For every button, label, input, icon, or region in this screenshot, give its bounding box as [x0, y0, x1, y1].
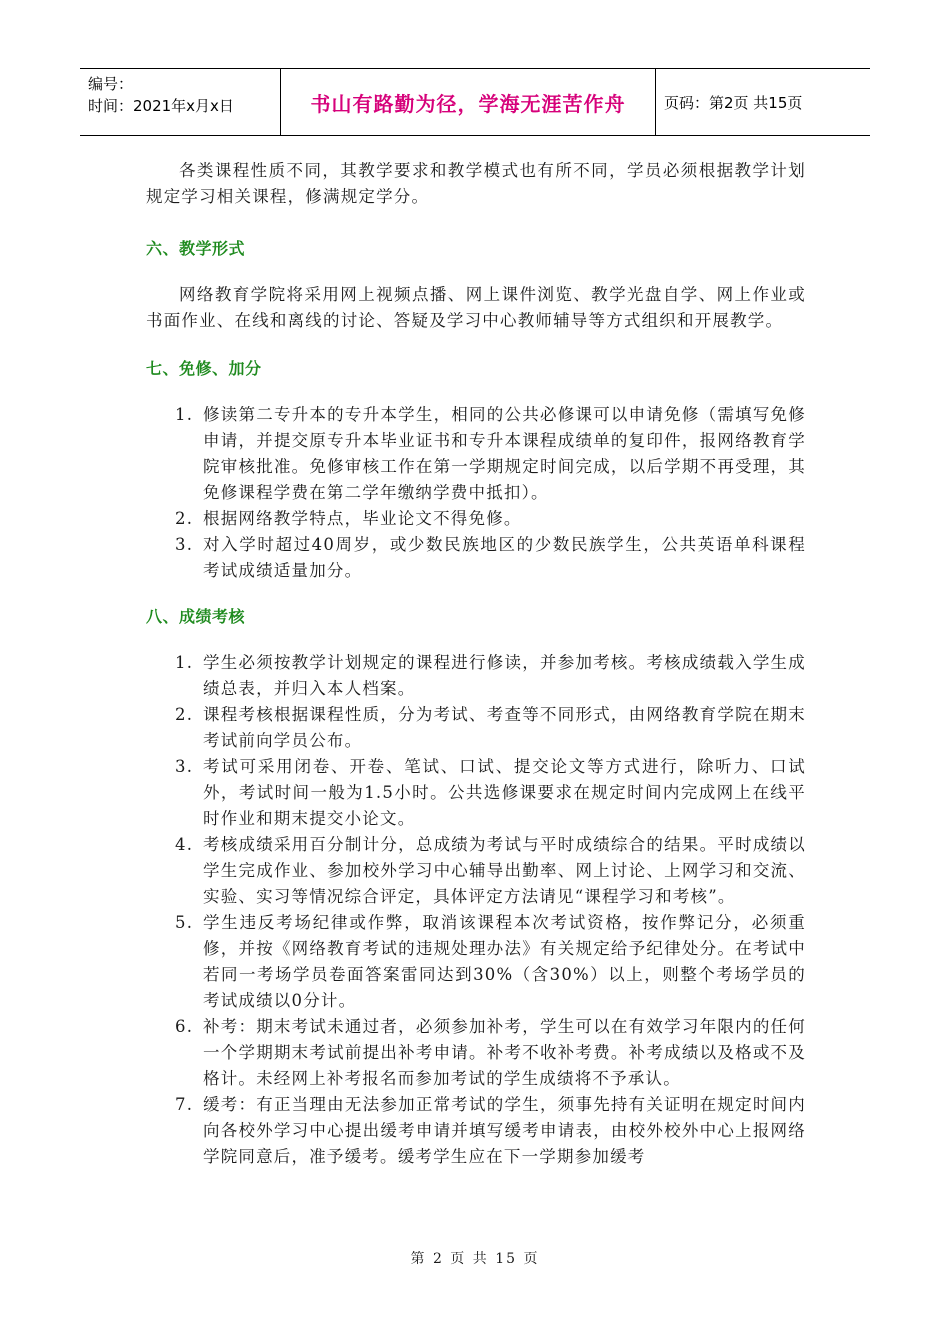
- list-item: [146, 532, 806, 584]
- list-item-number: 2.: [175, 705, 194, 724]
- list-item-text: 学生违反考场纪律或作弊，取消该课程本次考试资格，按作弊记分，必须重修，并按《网络教育考试的违规处理办法》有关规定给予纪律处分。在考试中若同一考场学员卷面答案雷同达到30%（含30%）以上，则整个考场学员的考试成绩以0分计。: [203, 913, 806, 1010]
- list-item-number: 1.: [175, 405, 194, 424]
- number-label: 编号：: [88, 75, 134, 93]
- list-item-text: 修读第二专升本的专升本学生，相同的公共必修课可以申请免修（需填写免修申请，并提交原专升本毕业证书和专升本课程成绩单的复印件，报网络教育学院审核批准。免修审核工作在第一学期规定时间完成，以后学期不再受理，其免修课程学费在第二学年缴纳学费中抵扣）。: [203, 405, 806, 502]
- page-footer: 第 2 页 共 15 页: [410, 1251, 540, 1267]
- list-item: [146, 910, 806, 1014]
- intro-paragraph: 各类课程性质不同，其教学要求和教学模式也有所不同，学员必须根据教学计划规定学习相关课程，修满规定学分。: [146, 161, 806, 206]
- page-header: [80, 68, 870, 136]
- list-item-text: 考核成绩采用百分制计分，总成绩为考试与平时成绩综合的结果。平时成绩以学生完成作业、参加校外学习中心辅导出勤率、网上讨论、上网学习和交流、实验、实习等情况综合评定，具体评定方法请见“课程学习和考核”。: [203, 835, 806, 906]
- list-item-number: 1.: [175, 653, 194, 672]
- list-item-number: 6.: [175, 1017, 194, 1036]
- list-item-text: 补考：期末考试未通过者，必须参加补考，学生可以在有效学习年限内的任何一个学期期末考试前提出补考申请。补考不收补考费。补考成绩以及格或不及格计。未经网上补考报名而参加考试的学生成绩将不予承认。: [203, 1017, 806, 1088]
- list-item: [146, 650, 806, 702]
- header-meta: [80, 69, 281, 135]
- list-item: [146, 754, 806, 832]
- list-item-text: 对入学时超过40周岁，或少数民族地区的少数民族学生，公共英语单科课程考试成绩适量加分。: [203, 535, 806, 580]
- list-item: [146, 1014, 806, 1092]
- list-item: [146, 832, 806, 910]
- section-7-list: [146, 402, 806, 584]
- section-8-heading: 八、成绩考核: [146, 607, 246, 626]
- header-page-label: 页码：第2页 共15页: [664, 93, 803, 112]
- list-item-number: 3.: [175, 757, 194, 776]
- section-6-heading: 六、教学形式: [146, 239, 246, 258]
- list-item: [146, 402, 806, 506]
- list-item: [146, 506, 806, 532]
- section-6-paragraph: 网络教育学院将采用网上视频点播、网上课件浏览、教学光盘自学、网上作业或书面作业、在线和离线的讨论、答疑及学习中心教师辅导等方式组织和开展教学。: [146, 285, 806, 330]
- list-item-number: 7.: [175, 1095, 194, 1114]
- list-item-number: 4.: [175, 835, 194, 854]
- list-item: [146, 1092, 806, 1170]
- section-7-heading: 七、免修、加分: [146, 359, 262, 378]
- list-item-text: 根据网络教学特点，毕业论文不得免修。: [203, 509, 522, 528]
- header-motto: 书山有路勤为径，学海无涯苦作舟: [281, 69, 656, 135]
- document-body: [146, 158, 806, 1190]
- list-item-number: 5.: [175, 913, 194, 932]
- list-item-number: 3.: [175, 535, 194, 554]
- time-label: 时间：2021年x月x日: [88, 97, 234, 115]
- list-item-text: 考试可采用闭卷、开卷、笔试、口试、提交论文等方式进行，除听力、口试外，考试时间一般为1.5小时。公共选修课要求在规定时间内完成网上在线平时作业和期末提交小论文。: [203, 757, 806, 828]
- list-item-number: 2.: [175, 509, 194, 528]
- list-item: [146, 702, 806, 754]
- section-8-list: [146, 650, 806, 1170]
- list-item-text: 缓考：有正当理由无法参加正常考试的学生，须事先持有关证明在规定时间内向各校外学习中心提出缓考申请并填写缓考申请表，由校外校外中心上报网络学院同意后，准予缓考。缓考学生应在下一学期参加缓考: [203, 1095, 806, 1166]
- list-item-text: 学生必须按教学计划规定的课程进行修读，并参加考核。考核成绩载入学生成绩总表，并归入本人档案。: [203, 653, 806, 698]
- list-item-text: 课程考核根据课程性质，分为考试、考查等不同形式，由网络教育学院在期末考试前向学员公布。: [203, 705, 806, 750]
